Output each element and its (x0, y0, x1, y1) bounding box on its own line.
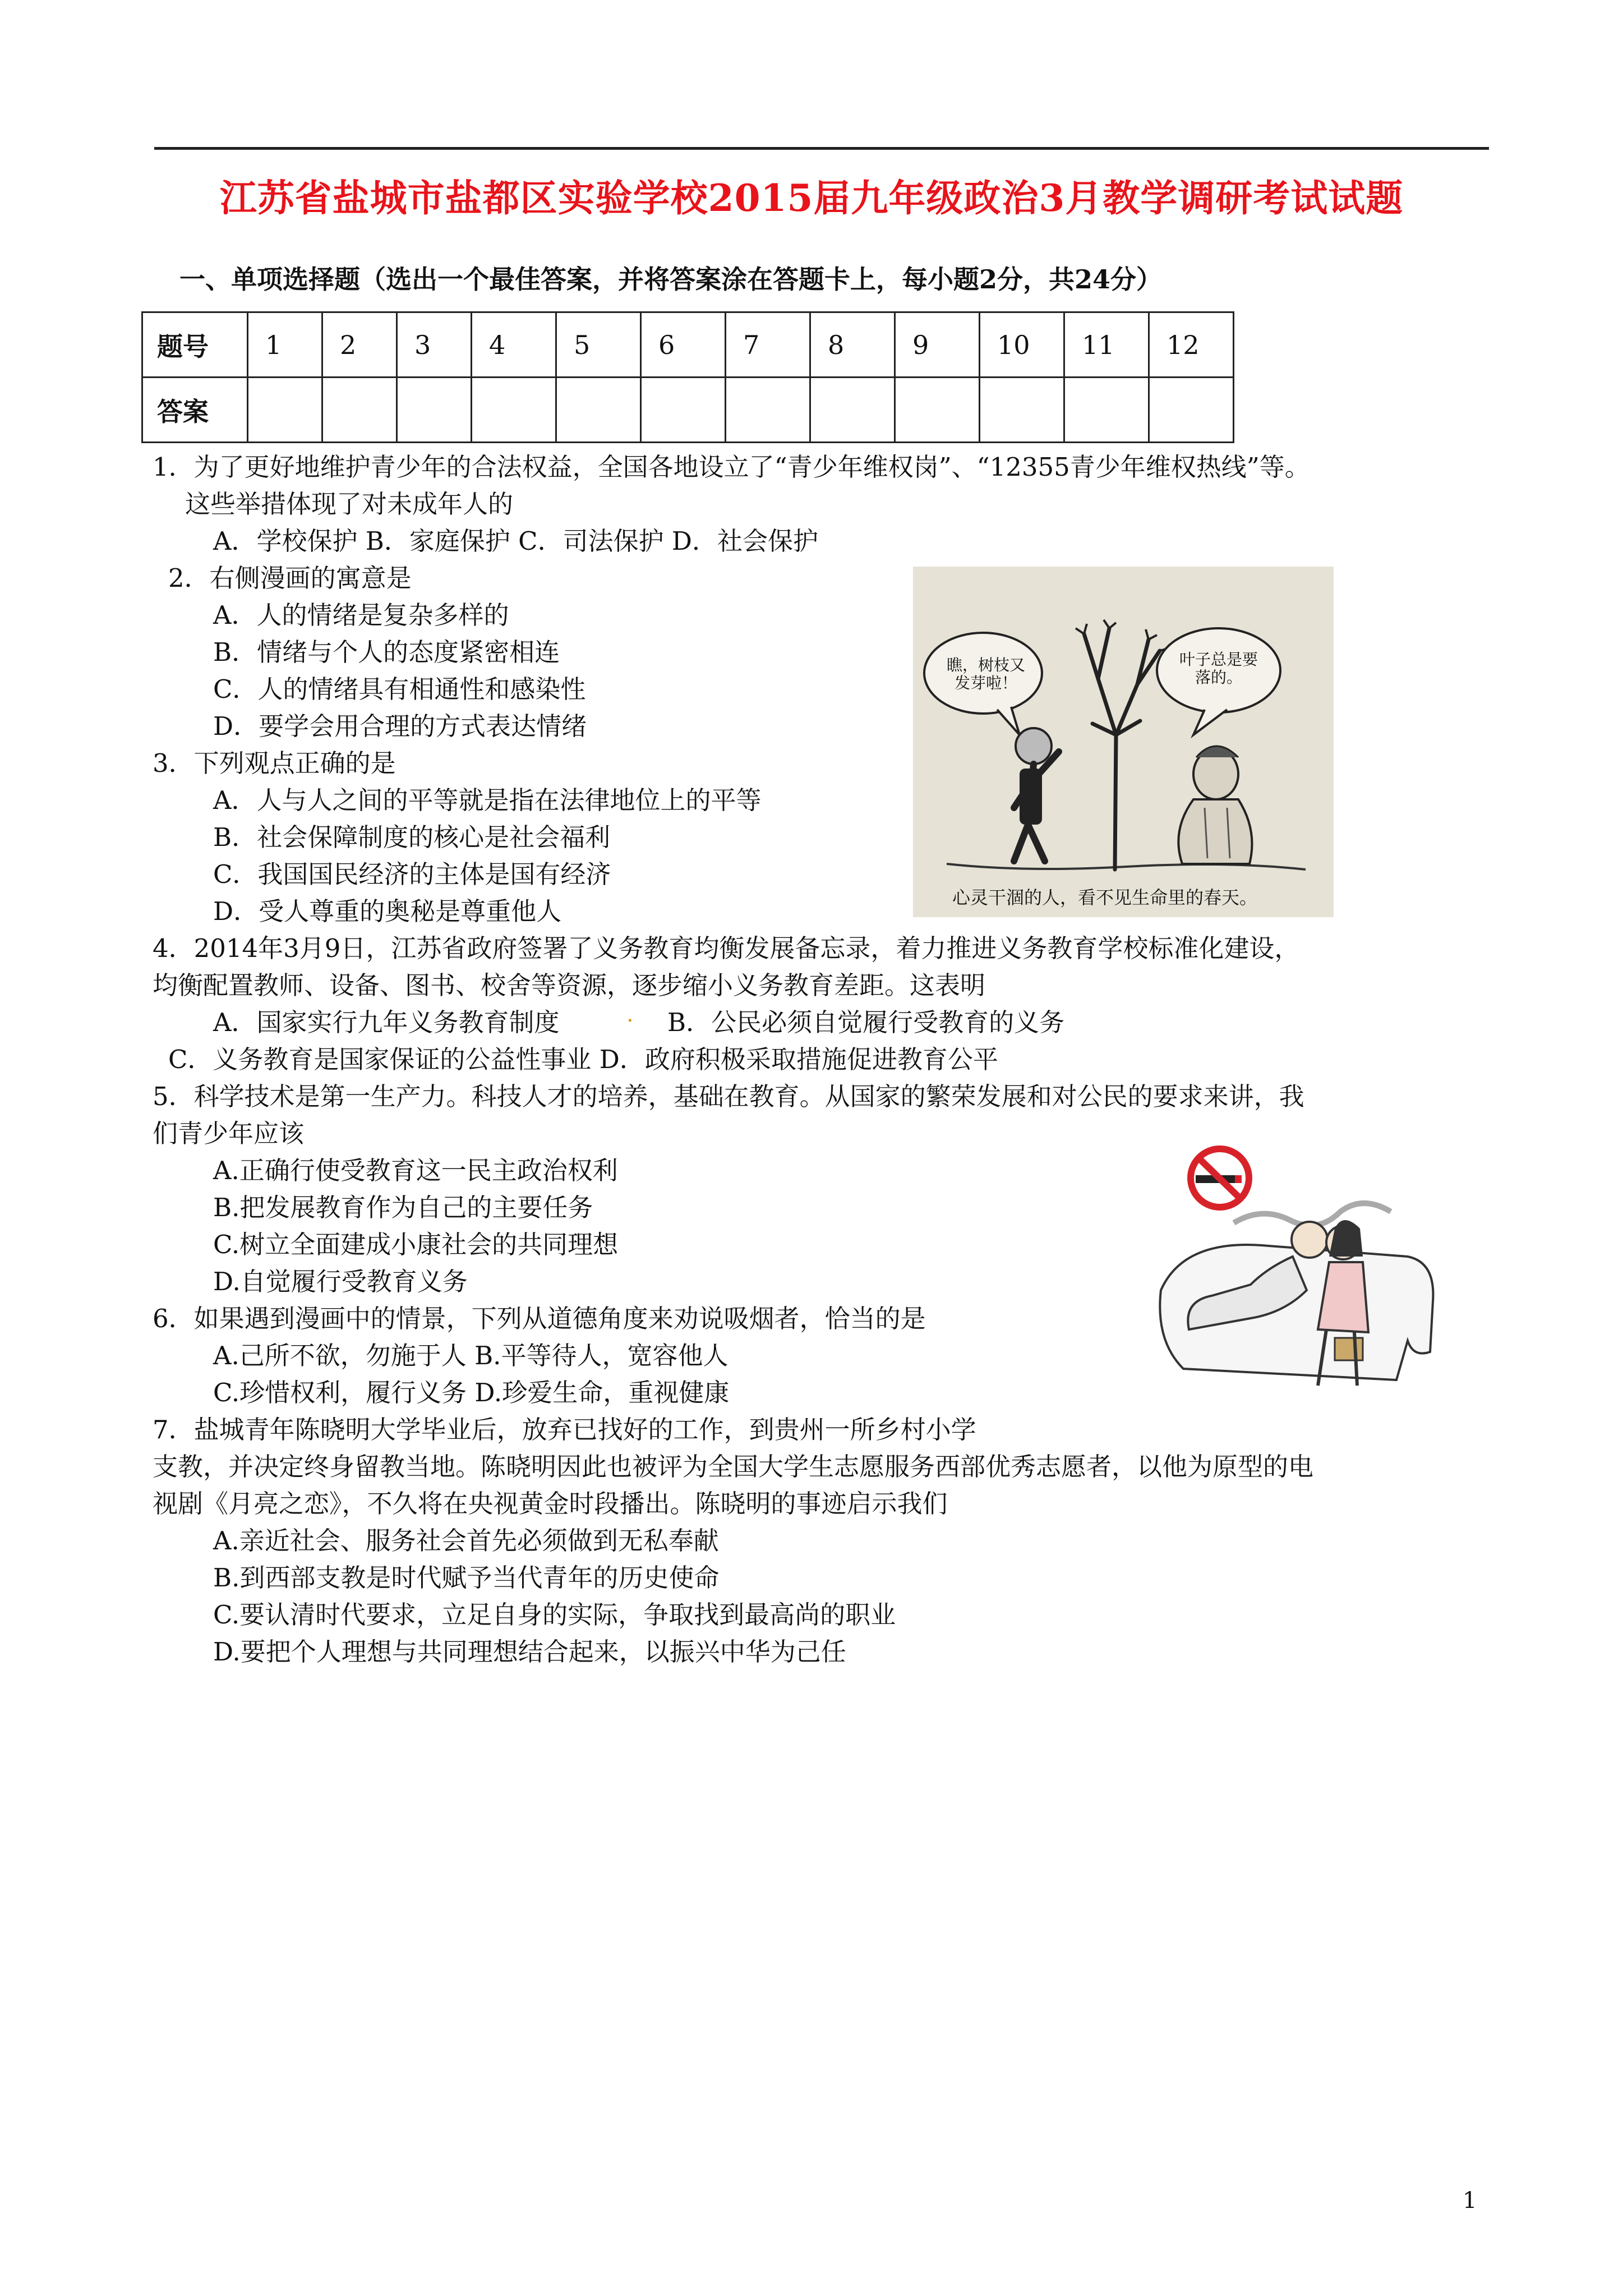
question-line: 2．右侧漫画的寓意是 (168, 563, 412, 593)
question-line: 们青少年应该 (153, 1119, 305, 1148)
smoking-cartoon-drawing (1150, 1144, 1447, 1408)
option-line: B.把发展教育作为自己的主要任务 (213, 1193, 593, 1222)
answer-cell[interactable] (1064, 378, 1149, 443)
option-line: A．国家实行九年义务教育制度 (213, 1007, 560, 1037)
answer-cell[interactable] (397, 378, 472, 443)
option-line: D.要把个人理想与共同理想结合起来，以振兴中华为己任 (213, 1637, 846, 1667)
table-row (142, 378, 1234, 443)
table-cell: 4 (472, 312, 556, 378)
table-row-label: 题号 (142, 312, 248, 378)
option-line: C.珍惜权利，履行义务 D.珍爱生命，重视健康 (213, 1378, 730, 1407)
option-line: B．社会保障制度的核心是社会福利 (213, 822, 611, 852)
table-cell: 11 (1064, 312, 1149, 378)
option-line: A．人的情绪是复杂多样的 (213, 600, 509, 630)
header-rule (154, 147, 1489, 150)
table-cell: 12 (1149, 312, 1234, 378)
table-cell: 7 (726, 312, 810, 378)
option-line: C．我国国民经济的主体是国有经济 (213, 859, 611, 889)
section-heading: 一、单项选择题（选出一个最佳答案，并将答案涂在答题卡上，每小题2分，共24分） (179, 264, 1163, 295)
question-line: 7．盐城青年陈晓明大学毕业后，放弃已找好的工作，到贵州一所乡村小学 (153, 1415, 976, 1444)
question-line: 3．下列观点正确的是 (153, 748, 396, 778)
table-cell: 9 (895, 312, 980, 378)
option-line: C.要认清时代要求，立足自身的实际，争取找到最高尚的职业 (213, 1600, 896, 1630)
question-line: 5．科学技术是第一生产力。科技人才的培养，基础在教育。从国家的繁荣发展和对公民的要求来讲，我 (153, 1082, 1304, 1111)
answer-cell[interactable] (895, 378, 980, 443)
question-line: 6．如果遇到漫画中的情景，下列从道德角度来劝说吸烟者，恰当的是 (153, 1304, 926, 1333)
question-line: 视剧《月亮之恋》，不久将在央视黄金时段播出。陈晓明的事迹启示我们 (153, 1489, 948, 1519)
table-cell: 1 (248, 312, 322, 378)
table-cell: 8 (810, 312, 895, 378)
table-cell: 2 (322, 312, 397, 378)
option-line: B．情绪与个人的态度紧密相连 (213, 637, 560, 667)
cartoon-bubble-left: 瞧，树枝又发芽啦！ (946, 656, 1025, 693)
table-cell: 3 (397, 312, 472, 378)
cartoon-caption: 心灵干涸的人，看不见生命里的春天。 (952, 887, 1258, 908)
answer-cell[interactable] (322, 378, 397, 443)
table-cell: 5 (556, 312, 641, 378)
page-title: 江苏省盐城市盐都区实验学校2015届九年级政治3月教学调研考试试题 (219, 176, 1404, 220)
option-line: D．要学会用合理的方式表达情绪 (213, 711, 587, 741)
tree-cartoon-drawing (913, 567, 1334, 917)
decorative-dot: . (626, 1001, 634, 1027)
option-line: D.自觉履行受教育义务 (213, 1267, 468, 1296)
tree-cartoon-image (913, 567, 1334, 917)
answer-cell[interactable] (1149, 378, 1234, 443)
option-line: D．受人尊重的奥秘是尊重他人 (213, 896, 562, 926)
table-cell: 6 (641, 312, 726, 378)
option-line: B．公民必须自觉履行受教育的义务 (667, 1007, 1065, 1037)
table-cell: 10 (980, 312, 1064, 378)
answer-cell[interactable] (556, 378, 641, 443)
answer-table (141, 311, 1234, 443)
option-line: A.己所不欲，勿施于人 B.平等待人，宽容他人 (213, 1341, 728, 1370)
question-line: 支教，并决定终身留教当地。陈晓明因此也被评为全国大学生志愿服务西部优秀志愿者，以他为原型的电 (153, 1452, 1314, 1481)
question-line: 1．为了更好地维护青少年的合法权益，全国各地设立了“青少年维权岗”、“12355青少年维权热线”等。 (153, 452, 1310, 482)
option-line: A.亲近社会、服务社会首先必须做到无私奉献 (213, 1526, 719, 1556)
option-line: A．学校保护 B．家庭保护 C．司法保护 D．社会保护 (213, 526, 818, 556)
option-line: C．义务教育是国家保证的公益性事业 D．政府积极采取措施促进教育公平 (168, 1045, 998, 1074)
option-line: C．人的情绪具有相通性和感染性 (213, 674, 586, 704)
page-number: 1 (1463, 2188, 1477, 2214)
answer-cell[interactable] (472, 378, 556, 443)
option-line: A．人与人之间的平等就是指在法律地位上的平等 (213, 785, 762, 815)
answer-cell[interactable] (641, 378, 726, 443)
option-line: C.树立全面建成小康社会的共同理想 (213, 1230, 619, 1259)
table-row (142, 312, 1234, 378)
question-line: 均衡配置教师、设备、图书、校舍等资源，逐步缩小义务教育差距。这表明 (153, 970, 986, 1000)
answer-cell[interactable] (980, 378, 1064, 443)
answer-cell[interactable] (726, 378, 810, 443)
table-row-label: 答案 (142, 378, 248, 443)
smoking-cartoon-image (1150, 1144, 1447, 1408)
option-line: A.正确行使受教育这一民主政治权利 (213, 1156, 618, 1185)
question-line: 4．2014年3月9日，江苏省政府签署了义务教育均衡发展备忘录，着力推进义务教育学校标准化建设， (153, 933, 1300, 963)
question-line: 这些举措体现了对未成年人的 (185, 489, 514, 519)
cartoon-bubble-right: 叶子总是要落的。 (1179, 650, 1258, 687)
answer-cell[interactable] (248, 378, 322, 443)
answer-cell[interactable] (810, 378, 895, 443)
option-line: B.到西部支教是时代赋予当代青年的历史使命 (213, 1563, 720, 1593)
